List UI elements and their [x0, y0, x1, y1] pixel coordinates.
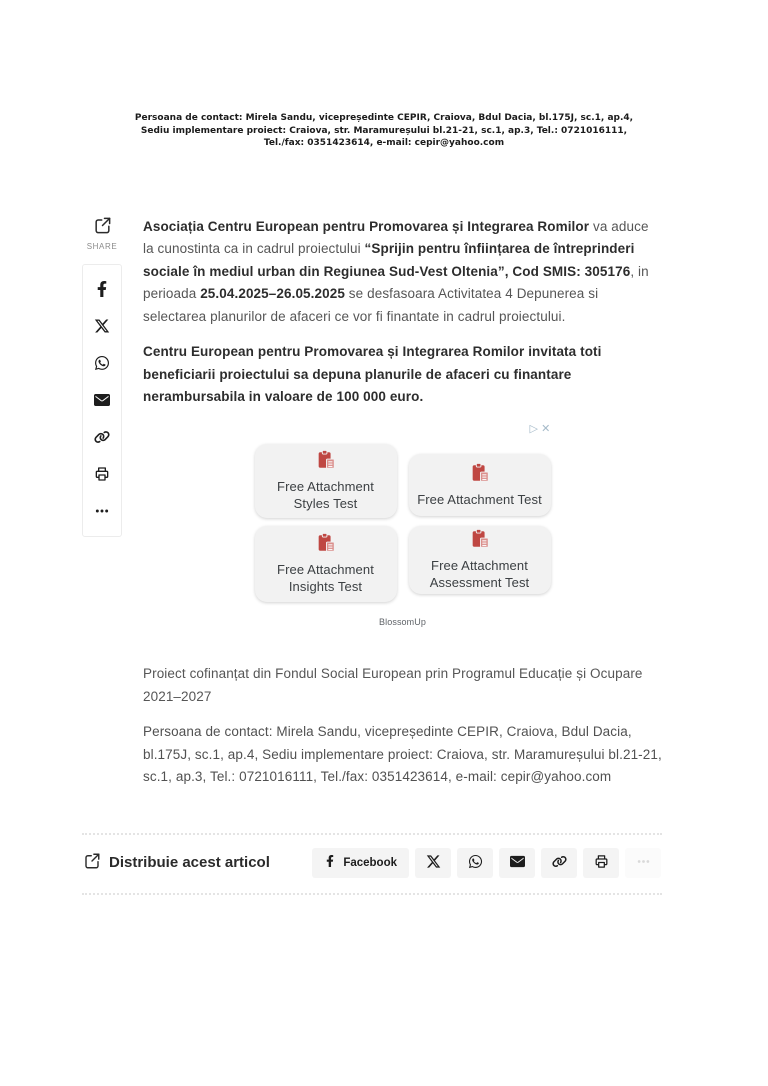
sidebar-whatsapp-button[interactable] [94, 356, 111, 373]
funding-note: Proiect cofinanțat din Fondul Social European prin Programul Educație și Ocupare 2021–2027 [143, 666, 643, 704]
sidebar-facebook-button[interactable] [94, 282, 111, 299]
ad-card-attachment-insights-test[interactable] [255, 526, 397, 602]
share-sidebar-buttons [82, 264, 122, 537]
share-bar-title [83, 852, 270, 874]
clipboard-icon [315, 449, 337, 475]
share-email-button[interactable] [499, 848, 535, 878]
header-contact-line: Persoana de contact: Mirela Sandu, vicepreședinte CEPIR, Craiova, Bdul Dacia, bl.175J, sc.1, ap.4, [134, 113, 634, 123]
ad-unit [143, 422, 662, 634]
x-twitter-icon [94, 318, 110, 337]
share-whatsapp-button[interactable] [457, 848, 493, 878]
share-facebook-button[interactable] [312, 848, 409, 878]
clipboard-icon [469, 462, 491, 488]
share-icon [93, 222, 112, 239]
share-x-twitter-button[interactable] [415, 848, 451, 878]
footer-contact-block: Persoana de contact: Mirela Sandu, vicepreședinte CEPIR, Craiova, Bdul Dacia, bl.175J, sc.1, ap.4, Sediu implementare proiect: Craiova, str. Maramureșului bl.21-21, sc.1, ap.3, Tel.: 0721016111, Tel./fax: 0351423614, e-mail: cepir@yahoo.com [143, 724, 662, 784]
ad-card-attachment-assessment-test[interactable] [409, 526, 551, 594]
share-copy-link-button[interactable] [541, 848, 577, 878]
email-icon [94, 392, 110, 411]
ad-attribution[interactable]: BlossomUp [379, 616, 426, 627]
share-bar-label: Distribuie acest articol [109, 854, 270, 871]
share-print-button[interactable] [583, 848, 619, 878]
share-sidebar-header [82, 216, 122, 251]
ad-card-attachment-test[interactable] [409, 454, 551, 516]
ad-card-attachment-styles-test[interactable] [255, 444, 397, 518]
adchoices-icon[interactable]: ▷ [529, 422, 539, 435]
sidebar-more-button[interactable] [94, 504, 111, 521]
facebook-button-label: Facebook [343, 856, 397, 869]
article-body [143, 216, 662, 802]
ad-close-icon[interactable]: ✕ [541, 422, 551, 435]
sidebar-copy-link-button[interactable] [94, 430, 111, 447]
sidebar-x-twitter-button[interactable] [94, 319, 111, 336]
whatsapp-icon [94, 355, 110, 374]
x-twitter-icon [426, 854, 441, 872]
sidebar-print-button[interactable] [94, 467, 111, 484]
whatsapp-icon [468, 854, 483, 872]
print-icon [94, 466, 110, 485]
header-contact-line: Tel./fax: 0351423614, e-mail: cepir@yahoo.com [263, 138, 505, 148]
facebook-icon [324, 855, 336, 870]
clipboard-icon [469, 528, 491, 554]
email-icon [510, 854, 525, 872]
ad-card-label: Free Attachment Test [417, 491, 542, 507]
clipboard-icon [315, 532, 337, 558]
share-bar [82, 833, 662, 895]
share-icon [83, 852, 101, 874]
ad-card-label: Free Attachment Insights Test [277, 562, 374, 594]
print-icon [594, 854, 609, 872]
share-more-button[interactable] [625, 848, 661, 878]
ad-card-grid [255, 444, 551, 602]
header-contact-block [0, 0, 768, 150]
more-icon [94, 503, 110, 522]
article-paragraph-2: Centru European pentru Promovarea și Integrarea Romilor invitata toti beneficiarii proiectului sa depuna planurile de afaceri cu finantare nerambursabila in valoare de 100 000 euro. [143, 344, 602, 404]
ad-card-label: Free Attachment Assessment Test [429, 558, 530, 590]
share-label: SHARE [86, 241, 118, 251]
sidebar-email-button[interactable] [94, 393, 111, 410]
link-icon [552, 854, 567, 872]
facebook-icon [94, 281, 110, 300]
share-sidebar [82, 216, 122, 802]
article-paragraph-1: Asociația Centru European pentru Promovarea și Integrarea Romilor va aduce la cunostinta ca in cadrul proiectului “Sprijin pentru înființarea de întreprinderi sociale în mediul urban din Regiunea Sud-Vest Oltenia”, Cod SMIS: 305176, in perioada 25.04.2025–26.05.2025 se desfasoara Activitatea 4 Depunerea si selectarea planurilor de afaceri ce vor fi finantate in cadrul proiectului. [143, 218, 649, 324]
header-contact-line: Sediu implementare proiect: Craiova, str. Maramureșului bl.21-21, sc.1, ap.3, Tel.: 0721016111, [140, 125, 628, 136]
more-icon [636, 854, 651, 872]
share-bar-buttons [312, 848, 661, 878]
ad-controls [255, 422, 551, 438]
link-icon [94, 429, 110, 448]
ad-card-label: Free Attachment Styles Test [277, 479, 374, 511]
main-content [82, 216, 662, 802]
